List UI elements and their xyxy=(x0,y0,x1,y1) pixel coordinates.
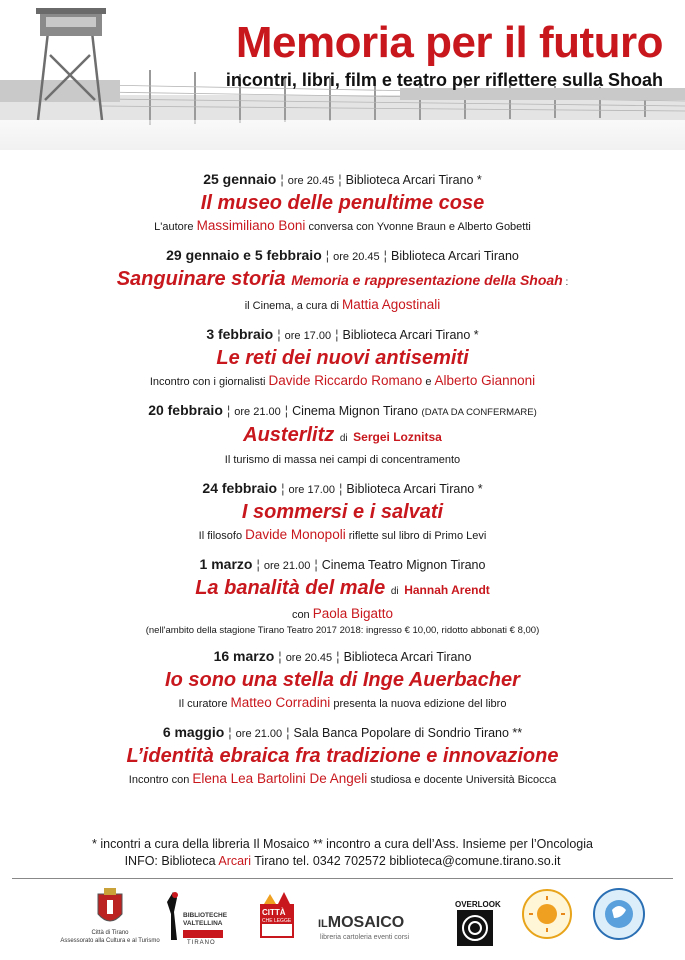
organizer-notes: * incontri a cura della libreria Il Mosaico ** incontro a cura dell’Ass. Insieme per l’Oncologia xyxy=(92,837,593,851)
event-description: Incontro con i giornalisti Davide Riccardo Romano e Alberto Giannoni xyxy=(149,373,536,388)
event-time: ore 17.00 xyxy=(288,484,335,496)
event-description: Incontro con Elena Lea Bartolini De Angeli studiosa e docente Università Bicocca xyxy=(128,771,557,786)
event-time: ore 17.00 xyxy=(284,330,332,342)
event-title-sub: Memoria e rappresentazione della Shoah xyxy=(291,272,563,288)
event-date: 25 gennaio xyxy=(203,171,277,187)
event-date: 3 febbraio xyxy=(206,326,274,342)
event-place-note: (DATA DA CONFERMARE) xyxy=(421,407,537,418)
event-item xyxy=(0,325,685,391)
sun-emblem-icon xyxy=(520,884,574,944)
event-description: con Paola Bigatto xyxy=(291,606,394,621)
event-description: Il curatore Matteo Corradini presenta la nuova edizione del libro xyxy=(178,695,507,710)
event-item xyxy=(0,723,685,789)
figure-icon xyxy=(163,892,183,942)
speaker-name: Elena Lea Bartolini De Angeli xyxy=(192,771,368,786)
event-title: La banalità del male di Hannah Arendt xyxy=(195,577,490,599)
event-place: Biblioteca Arcari Tirano xyxy=(343,650,472,664)
citta-tirano-logo: Città di Tirano Assessorato alla Cultura e al Turismo xyxy=(70,884,150,952)
event-item xyxy=(0,246,685,315)
event-meta: 20 febbraio ¦ ore 21.00 ¦ Cinema Mignon Tirano (DATA DA CONFERMARE) xyxy=(148,402,537,418)
spiral-icon xyxy=(457,910,493,946)
event-item xyxy=(0,647,685,713)
event-title: Il museo delle penultime cose xyxy=(200,192,485,214)
event-time: ore 21.00 xyxy=(234,406,281,418)
event-author: Sergei Loznitsa xyxy=(353,430,442,444)
event-date: 1 marzo xyxy=(199,556,253,572)
speaker-name: Mattia Agostinali xyxy=(341,297,441,312)
footer-notes xyxy=(0,836,685,870)
globe-seal-icon xyxy=(592,884,646,944)
event-date: 16 marzo xyxy=(213,648,275,664)
speaker-name: Matteo Corradini xyxy=(230,695,331,710)
event-meta: 24 febbraio ¦ ore 17.00 ¦ Biblioteca Arcari Tirano * xyxy=(202,480,483,496)
event-place: Biblioteca Arcari Tirano * xyxy=(345,173,482,187)
biblioteche-valtellina-logo: BIBLIOTECHE VALTELLINA TIRANO xyxy=(163,884,223,952)
event-item xyxy=(0,401,685,469)
event-date: 6 maggio xyxy=(162,724,225,740)
event-place: Biblioteca Arcari Tirano * xyxy=(342,328,479,342)
event-meta: 1 marzo ¦ ore 21.00 ¦ Cinema Teatro Mignon Tirano xyxy=(199,556,486,572)
event-meta: 3 febbraio ¦ ore 17.00 ¦ Biblioteca Arcari Tirano * xyxy=(206,326,479,342)
event-item xyxy=(0,479,685,545)
event-item xyxy=(0,555,685,637)
event-title: Le reti dei nuovi antisemiti xyxy=(216,347,469,369)
event-time: ore 20.45 xyxy=(287,175,335,187)
event-date: 29 gennaio e 5 febbraio xyxy=(166,247,322,263)
oncologia-logo xyxy=(520,884,574,952)
page-subtitle: incontri, libri, film e teatro per riflettere sulla Shoah xyxy=(225,70,663,90)
event-description: L'autore Massimiliano Boni conversa con Yvonne Braun e Alberto Gobetti xyxy=(154,218,531,233)
speaker-name: Alberto Giannoni xyxy=(434,373,536,388)
il-mosaico-logo: ILMOSAICO libreria cartoleria eventi corsi xyxy=(318,914,410,941)
event-title: I sommersi e i salvati xyxy=(241,501,444,523)
event-title: Io sono una stella di Inge Auerbacher xyxy=(165,669,520,691)
header-banner xyxy=(0,0,685,150)
event-item xyxy=(0,170,685,236)
event-description: Il filosofo Davide Monopoli riflette sul libro di Primo Levi xyxy=(198,527,487,542)
speaker-name: Davide Monopoli xyxy=(245,527,346,542)
event-time: ore 20.45 xyxy=(285,652,333,664)
citta-che-legge-logo: CITTÀ CHE LEGGE xyxy=(254,884,300,952)
info-line: INFO: Biblioteca Arcari Tirano tel. 0342 702572 biblioteca@comune.tirano.so.it xyxy=(124,854,561,868)
event-date: 24 febbraio xyxy=(202,480,278,496)
event-time: ore 21.00 xyxy=(263,560,311,572)
event-title: L’identità ebraica fra tradizione e innovazione xyxy=(126,745,559,767)
event-price-note: (nell'ambito della stagione Tirano Teatro 2017 2018: ingresso € 10,00, ridotto abbonati € 8,00) xyxy=(145,625,540,636)
event-time: ore 20.45 xyxy=(333,251,380,263)
event-description: il Cinema, a cura di Mattia Agostinali xyxy=(244,297,441,312)
event-place: Biblioteca Arcari Tirano * xyxy=(346,482,483,496)
event-place: Biblioteca Arcari Tirano xyxy=(391,249,519,263)
event-meta: 6 maggio ¦ ore 21.00 ¦ Sala Banca Popolare di Sondrio Tirano ** xyxy=(162,724,523,740)
sponsor-logos xyxy=(0,884,685,954)
event-time: ore 21.00 xyxy=(235,728,283,740)
event-author: Hannah Arendt xyxy=(404,583,490,597)
event-description: Il turismo di massa nei campi di concentramento xyxy=(224,454,461,466)
event-meta: 16 marzo ¦ ore 20.45 ¦ Biblioteca Arcari Tirano xyxy=(213,648,472,664)
event-list xyxy=(0,170,685,799)
speaker-name: Paola Bigatto xyxy=(312,606,394,621)
event-title: Austerlitz di Sergei Loznitsa xyxy=(243,424,442,446)
coat-of-arms-icon xyxy=(70,886,150,930)
event-place: Cinema Mignon Tirano xyxy=(292,404,418,418)
speaker-name: Massimiliano Boni xyxy=(196,218,306,233)
association-seal-logo xyxy=(592,884,646,952)
overlook-logo: OVERLOOK xyxy=(455,884,503,952)
event-place: Sala Banca Popolare di Sondrio Tirano ** xyxy=(293,726,523,740)
event-place: Cinema Teatro Mignon Tirano xyxy=(321,558,486,572)
event-meta: 25 gennaio ¦ ore 20.45 ¦ Biblioteca Arcari Tirano * xyxy=(203,171,482,187)
event-title: Sanguinare storia Memoria e rappresentazione della Shoah : xyxy=(116,268,569,290)
event-meta: 29 gennaio e 5 febbraio ¦ ore 20.45 ¦ Biblioteca Arcari Tirano xyxy=(166,247,519,263)
footer-divider xyxy=(12,878,673,879)
speaker-name: Davide Riccardo Romano xyxy=(268,373,423,388)
event-date: 20 febbraio xyxy=(148,402,223,418)
page-title: Memoria per il futuro xyxy=(235,18,663,67)
